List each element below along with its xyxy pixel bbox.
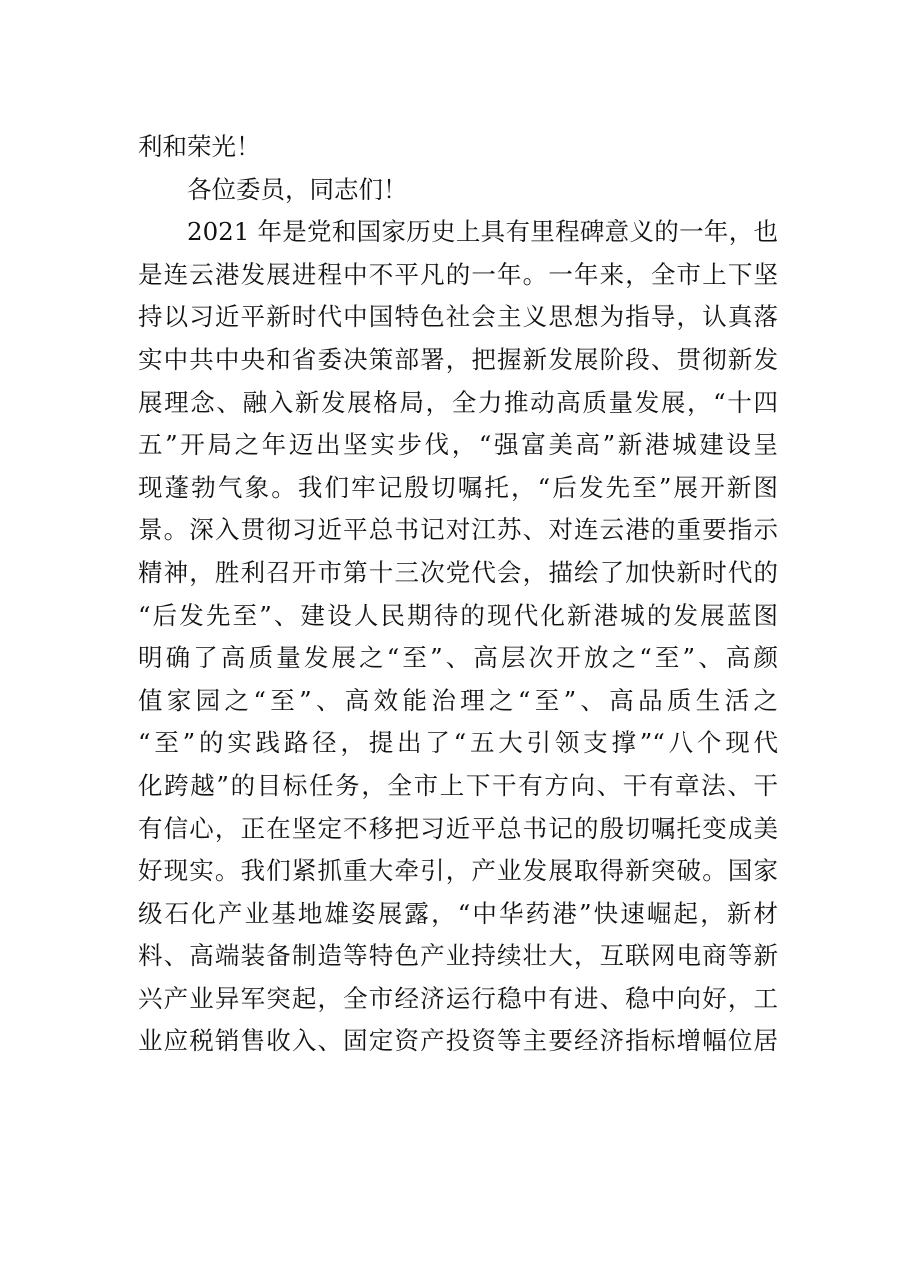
text-line: 兴产业异军突起，全市经济运行稳中有进、稳中向好，工: [138, 983, 778, 1013]
body-text: [138, 126, 778, 1063]
text-line: 精神，胜利召开市第十三次党代会，描绘了加快新时代的: [138, 557, 778, 587]
text-line: “后发先至”、建设人民期待的现代化新港城的发展蓝图: [138, 600, 778, 630]
text-line: 化跨越”的目标任务，全市上下干有方向、干有章法、干: [138, 770, 778, 800]
text-line: 利和荣光！: [138, 132, 261, 161]
text-line: 明确了高质量发展之“至”、高层次开放之“至”、高颜: [138, 643, 778, 673]
text-line: 料、高端装备制造等特色产业持续壮大，互联网电商等新: [138, 941, 778, 971]
paragraph-first-line: 2021 年是党和国家历史上具有里程碑意义的一年，也: [187, 217, 778, 247]
text-line: 业应税销售收入、固定资产投资等主要经济指标增幅位居: [138, 1026, 778, 1056]
text-line: 五”开局之年迈出坚实步伐，“强富美高”新港城建设呈: [138, 430, 778, 460]
text-line: 好现实。我们紧抓重大牵引，产业发展取得新突破。国家: [138, 856, 778, 886]
salutation-line: 各位委员，同志们！: [187, 174, 408, 204]
text-line: 是连云港发展进程中不平凡的一年。一年来，全市上下坚: [138, 259, 778, 289]
text-line: 展理念、融入新发展格局，全力推动高质量发展，“十四: [138, 387, 778, 417]
text-line: 现蓬勃气象。我们牢记殷切嘱托，“后发先至”展开新图: [138, 472, 778, 502]
text-line: 级石化产业基地雄姿展露，“中华药港”快速崛起，新材: [138, 898, 778, 928]
text-line: 有信心，正在坚定不移把习近平总书记的殷切嘱托变成美: [138, 813, 778, 843]
text-line: “至”的实践路径，提出了“五大引领支撑”“八个现代: [138, 728, 778, 758]
text-line: 值家园之“至”、高效能治理之“至”、高品质生活之: [138, 685, 778, 715]
text-line: 景。深入贯彻习近平总书记对江苏、对连云港的重要指示: [138, 515, 778, 545]
text-line: 实中共中央和省委决策部署，把握新发展阶段、贯彻新发: [138, 344, 778, 374]
text-line: 持以习近平新时代中国特色社会主义思想为指导，认真落: [138, 302, 778, 332]
